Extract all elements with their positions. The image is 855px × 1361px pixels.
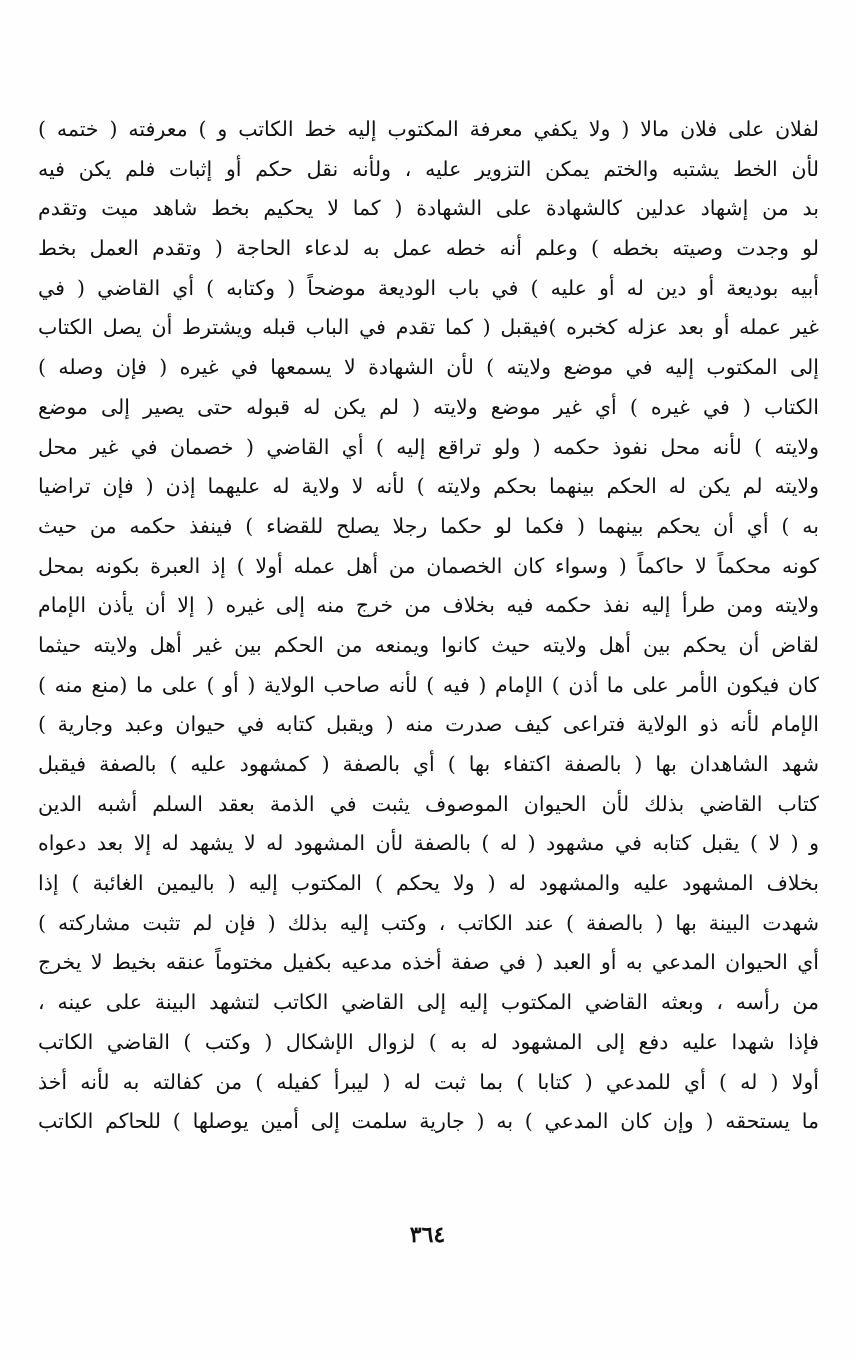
body-text (38, 110, 819, 1142)
text-line: لقاض أن يحكم بين أهل ولايته حيث كانوا ويمنعه من الحكم بين غير أهل ولايته حيثما (38, 632, 819, 657)
text-line: الإمام لأنه ذو الولاية فتراعى كيف صدرت منه ( ويقبل كتابه في حيوان وعبد وجارية ) (38, 712, 819, 737)
text-line: أي الحيوان المدعي به أو العبد ( في صفة أخذه مدعيه بكفيل مختوماً عنقه بخيط لا يخرج (38, 950, 819, 975)
text-line: الكتاب ( في غيره ) أي غير موضع ولايته ( لم يكن له قبوله حتى يصير إلى موضع (38, 394, 819, 419)
text-line: بد من إشهاد عدلين كالشهادة على الشهادة ( كما لا يحكيم بخط شاهد ميت وتقدم (38, 196, 819, 221)
text-line: فإذا شهدا عليه دفع إلى المشهود له به ) لزوال الإشكال ( وكتب ) القاضي الكاتب (38, 1029, 819, 1054)
text-line: و ( لا ) يقبل كتابه في مشهود ( له ) بالصفة لأن المشهود له لا يشهد له إلا بعد دعواه (38, 831, 819, 856)
text-line: كونه محكماً لا حاكماً ( وسواء كان الخصمان من أهل عمله أولا ) إذ العبرة بكونه بمحل (38, 553, 819, 578)
page-number: ٣٦٤ (409, 1222, 446, 1248)
text-line: شهد الشاهدان بها ( بالصفة اكتفاء بها ) أي بالصفة ( كمشهود عليه ) بالصفة فيقبل (38, 752, 819, 776)
text-line: لو وجدت وصيته بخطه ) وعلم أنه خطه عمل به لدعاء الحاجة ( وتقدم العمل بخط (38, 236, 819, 261)
text-line: كتاب القاضي بذلك لأن الحيوان الموصوف يثبت في الذمة بعقد السلم أشبه الدين (38, 791, 819, 816)
text-line: كان فيكون الأمر على ما أذن ) الإمام ( فيه ) لأنه صاحب الولاية ( أو ) على ما (منع منه ) (38, 672, 819, 697)
text-line: ما يستحقه ( وإن كان المدعي ) به ( جارية سلمت إلى أمين يوصلها ) للحاكم الكاتب (38, 1109, 819, 1134)
text-line: ولايته ) لأنه محل نفوذ حكمه ( ولو تراقع إليه ) أي القاضي ( خصمان في غير محل (38, 434, 819, 459)
text-line: إلى المكتوب إليه في موضع ولايته ) لأن الشهادة لا يسمعها في غيره ( فإن وصله ) (38, 355, 819, 380)
text-line: أولا ( له ) أي للمدعي ( كتابا ) بما ثبت له ( ليبرأ كفيله ) من كفالته به لأنه أخذ (38, 1069, 819, 1094)
text-line: من رأسه ، وبعثه القاضي المكتوب إليه إلى القاضي الكاتب لتشهد البينة على عينه ، (38, 990, 819, 1015)
text-line: بخلاف المشهود عليه والمشهود له ( ولا يحكم ) المكتوب إليه ( باليمين الغائبة ) إذا (38, 871, 819, 896)
text-line: لأن الخط يشتبه والختم يمكن التزوير عليه ، ولأنه نقل حكم أو إثبات فلم يكن فيه (38, 156, 819, 181)
text-line: به ) أي أن يحكم بينهما ( فكما لو حكما رجلا يصلح للقضاء ) فينفذ حكمه من حيث (38, 513, 819, 538)
text-line: شهدت البينة بها ( بالصفة ) عند الكاتب ، وكتب إليه بذلك ( فإن لم تثبت مشاركته ) (38, 910, 819, 935)
text-line: لفلان على فلان مالا ( ولا يكفي معرفة المكتوب إليه خط الكاتب و ) معرفته ( ختمه ) (38, 117, 819, 141)
text-line: أبيه بوديعة أو دين له أو عليه ) في باب الوديعة موضحاً ( وكتابه ) أي القاضي ( في (38, 275, 819, 300)
text-line: غير عمله أو بعد عزله كخبره )فيقبل ( كما تقدم في الباب قبله ويشترط أن يصل الكتاب (38, 315, 819, 340)
text-line: ولايته ومن طرأ إليه نفذ حكمه فيه بخلاف من خرج منه إلى غيره ( إلا أن يأذن الإمام (38, 593, 819, 618)
text-line: ولايته لم يكن له الحكم بينهما بحكم ولايته ) لأنه لا ولاية له عليهما إذن ( فإن تراضيا (38, 474, 819, 499)
